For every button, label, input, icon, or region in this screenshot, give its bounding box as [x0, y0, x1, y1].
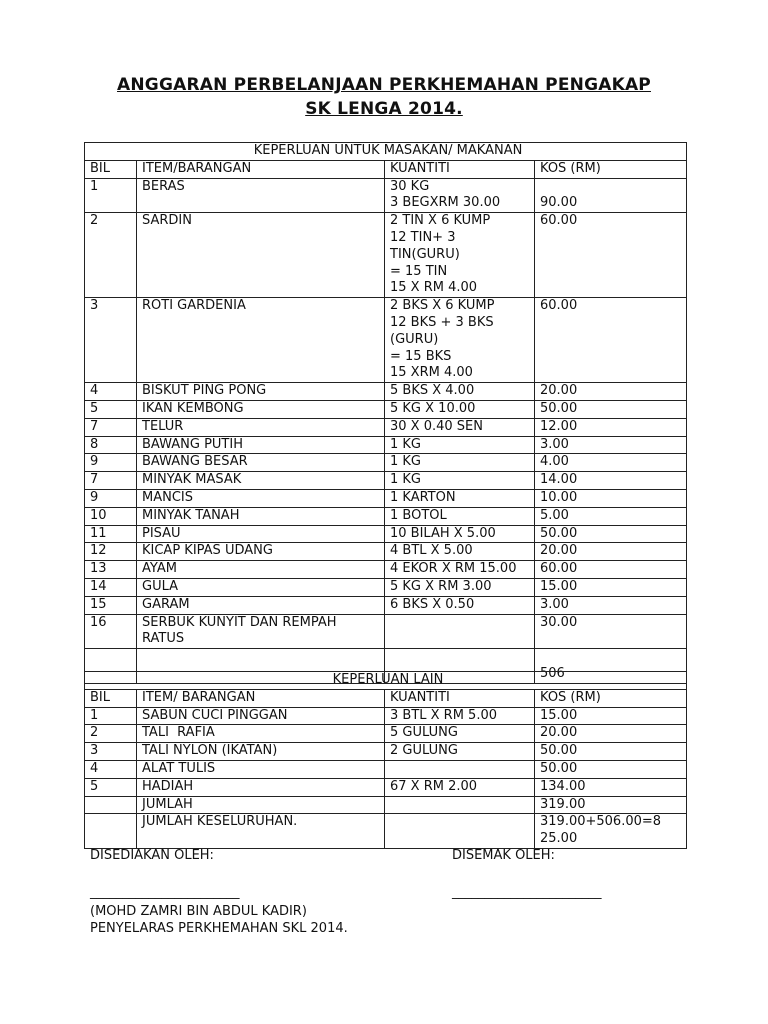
bil-cell	[85, 436, 137, 454]
table-row	[85, 614, 687, 649]
cell-text: 3	[90, 298, 99, 314]
table-heading-row	[85, 143, 687, 161]
table-heading-row	[85, 672, 687, 690]
cell-text: 25.00	[540, 831, 578, 847]
cell-text: 3	[90, 743, 99, 759]
cell-text: 12 BKS + 3 BKS	[390, 314, 494, 330]
item-cell	[137, 418, 385, 436]
cell-text: ALAT TULIS	[142, 760, 216, 776]
kuantiti-cell	[385, 298, 535, 383]
cell-text: 14.00	[540, 472, 578, 488]
cell-text: = 15 BKS	[390, 348, 452, 364]
item-cell	[137, 796, 385, 814]
cell-text: 5 KG X RM 3.00	[390, 578, 492, 594]
table-row	[85, 725, 687, 743]
cell-text: 1 KG	[390, 472, 422, 488]
bil-cell	[85, 298, 137, 383]
kos-cell	[535, 596, 687, 614]
cell-text: GULA	[142, 578, 179, 594]
cell-text: 4 EKOR X RM 15.00	[390, 561, 517, 577]
column-header: KOS (RM)	[535, 689, 687, 707]
table-row	[85, 778, 687, 796]
cell-text: 4	[90, 383, 99, 399]
table-row	[85, 400, 687, 418]
kuantiti-cell	[385, 418, 535, 436]
cell-text: 67 X RM 2.00	[390, 778, 478, 794]
bil-cell	[85, 383, 137, 401]
prepared-by-label: DISEDIAKAN OLEH:	[90, 848, 214, 863]
item-cell	[137, 614, 385, 649]
cell-text: JUMLAH	[142, 796, 193, 812]
column-header: ITEM/ BARANGAN	[137, 689, 385, 707]
item-cell	[137, 543, 385, 561]
cell-text: 12 TIN+ 3	[390, 229, 456, 245]
document-title-line2: SK LENGA 2014.	[305, 99, 463, 119]
kuantiti-cell	[385, 507, 535, 525]
cell-text: 12.00	[540, 418, 578, 434]
cell-text: 15	[90, 596, 107, 612]
item-cell	[137, 400, 385, 418]
table-row	[85, 543, 687, 561]
kuantiti-cell	[385, 596, 535, 614]
cell-text: 4 BTL X 5.00	[390, 543, 473, 559]
cell-text: 7	[90, 472, 99, 488]
kuantiti-cell	[385, 778, 535, 796]
cell-text: 1 BOTOL	[390, 507, 447, 523]
cell-text: AYAM	[142, 561, 177, 577]
cell-text: JUMLAH KESELURUHAN.	[142, 814, 298, 830]
kos-cell	[535, 298, 687, 383]
table-row	[85, 760, 687, 778]
cell-text	[390, 797, 534, 814]
table-row	[85, 578, 687, 596]
kuantiti-cell	[385, 725, 535, 743]
item-cell	[137, 298, 385, 383]
cell-text: 16	[90, 614, 107, 630]
document-title-line1: ANGGARAN PERBELANJAAN PERKHEMAHAN PENGAKAP	[117, 75, 651, 95]
bil-cell	[85, 178, 137, 213]
item-cell	[137, 561, 385, 579]
cell-text: 60.00	[540, 298, 578, 314]
cell-text: 13	[90, 561, 107, 577]
cell-text: 1 KG	[390, 454, 422, 470]
cell-text: 8	[90, 436, 99, 452]
cell-text: BAWANG BESAR	[142, 454, 248, 470]
item-cell	[137, 489, 385, 507]
table-row	[85, 707, 687, 725]
column-header-row	[85, 160, 687, 178]
table-row	[85, 213, 687, 298]
bil-cell	[85, 525, 137, 543]
item-cell	[137, 814, 385, 849]
item-cell	[137, 436, 385, 454]
cell-text: 20.00	[540, 383, 578, 399]
table-row	[85, 814, 687, 849]
kuantiti-cell	[385, 578, 535, 596]
table-row	[85, 418, 687, 436]
cell-text: 3 BTL X RM 5.00	[390, 707, 498, 723]
cell-text: MINYAK TANAH	[142, 507, 240, 523]
cell-text: 1 KG	[390, 436, 422, 452]
bil-cell	[85, 796, 137, 814]
cell-text: 2	[90, 725, 99, 741]
cell-text: MANCIS	[142, 489, 193, 505]
item-cell	[137, 454, 385, 472]
cell-text: 20.00	[540, 543, 578, 559]
cell-text: 15.00	[540, 707, 578, 723]
cell-text: 5 GULUNG	[390, 725, 458, 741]
table-row	[85, 743, 687, 761]
bil-cell	[85, 213, 137, 298]
cell-text	[390, 814, 534, 831]
kos-cell	[535, 525, 687, 543]
cell-text	[390, 761, 534, 778]
cell-text: 50.00	[540, 400, 578, 416]
cell-text: 1	[90, 707, 99, 723]
cell-text: 11	[90, 525, 107, 541]
kos-cell	[535, 725, 687, 743]
kuantiti-cell	[385, 614, 535, 649]
cell-text	[390, 615, 534, 632]
cell-text: 10 BILAH X 5.00	[390, 525, 496, 541]
column-header: KUANTITI	[385, 689, 535, 707]
kos-cell	[535, 507, 687, 525]
cell-text: 9	[90, 489, 99, 505]
bil-cell	[85, 400, 137, 418]
cell-text: PISAU	[142, 525, 181, 541]
cell-text: 2 TIN X 6 KUMP	[390, 213, 491, 229]
cell-text: 1	[90, 178, 99, 194]
cell-text: 30 KG	[390, 178, 430, 194]
kuantiti-cell	[385, 707, 535, 725]
cell-text: 4.00	[540, 454, 569, 470]
kos-cell	[535, 383, 687, 401]
cell-text: BAWANG PUTIH	[142, 436, 243, 452]
cell-text: 1 KARTON	[390, 489, 456, 505]
cell-text: SERBUK KUNYIT DAN REMPAH	[142, 614, 337, 630]
table-row	[85, 596, 687, 614]
bil-cell	[85, 614, 137, 649]
cell-text: 90.00	[540, 195, 578, 211]
column-header: BIL	[85, 689, 137, 707]
bil-cell	[85, 760, 137, 778]
bil-cell	[85, 489, 137, 507]
cell-text: GARAM	[142, 596, 190, 612]
bil-cell	[85, 507, 137, 525]
column-header: BIL	[85, 160, 137, 178]
kuantiti-cell	[385, 436, 535, 454]
cell-text: 20.00	[540, 725, 578, 741]
bil-cell	[85, 707, 137, 725]
table-row	[85, 489, 687, 507]
kos-cell	[535, 436, 687, 454]
cell-text: 15 XRM 4.00	[390, 365, 473, 381]
item-cell	[137, 578, 385, 596]
bil-cell	[85, 725, 137, 743]
bil-cell	[85, 418, 137, 436]
cell-text: 60.00	[540, 213, 578, 229]
table-row	[85, 454, 687, 472]
table-heading: KEPERLUAN LAIN	[85, 672, 687, 690]
kuantiti-cell	[385, 454, 535, 472]
item-cell	[137, 725, 385, 743]
table-row	[85, 298, 687, 383]
kuantiti-cell	[385, 400, 535, 418]
table-heading: KEPERLUAN UNTUK MASAKAN/ MAKANAN	[85, 143, 687, 161]
kos-cell	[535, 454, 687, 472]
column-header-row	[85, 689, 687, 707]
table-row	[85, 507, 687, 525]
bil-cell	[85, 596, 137, 614]
cell-text: 50.00	[540, 743, 578, 759]
column-header: KOS (RM)	[535, 160, 687, 178]
kos-cell	[535, 418, 687, 436]
kuantiti-cell	[385, 178, 535, 213]
kuantiti-cell	[385, 760, 535, 778]
cell-text: 6 BKS X 0.50	[390, 596, 475, 612]
column-header: KUANTITI	[385, 160, 535, 178]
kos-cell	[535, 472, 687, 490]
cell-text: 15 X RM 4.00	[390, 280, 478, 296]
kos-cell	[535, 814, 687, 849]
table-row	[85, 383, 687, 401]
kuantiti-cell	[385, 743, 535, 761]
bil-cell	[85, 472, 137, 490]
cell-text: 3 BEGXRM 30.00	[390, 195, 501, 211]
item-cell	[137, 778, 385, 796]
preparer-name: (MOHD ZAMRI BIN ABDUL KADIR)	[90, 904, 307, 919]
cell-text: 134.00	[540, 778, 586, 794]
kos-cell	[535, 778, 687, 796]
cell-text: SARDIN	[142, 213, 192, 229]
cell-text: TALI NYLON (IKATAN)	[142, 743, 278, 759]
bil-cell	[85, 578, 137, 596]
cell-text: BERAS	[142, 178, 185, 194]
cell-text: RATUS	[142, 631, 185, 647]
kuantiti-cell	[385, 213, 535, 298]
cell-text: 506	[540, 665, 565, 681]
table-row	[85, 796, 687, 814]
cell-text: 12	[90, 543, 107, 559]
kos-cell	[535, 796, 687, 814]
cell-text: 14	[90, 578, 107, 594]
bil-cell	[85, 814, 137, 849]
table-row	[85, 472, 687, 490]
kos-cell	[535, 543, 687, 561]
item-cell	[137, 525, 385, 543]
cell-text: SABUN CUCI PINGGAN	[142, 707, 288, 723]
kuantiti-cell	[385, 561, 535, 579]
cell-text: 9	[90, 454, 99, 470]
cell-text: 50.00	[540, 760, 578, 776]
cell-text: 60.00	[540, 561, 578, 577]
cell-text: 5 KG X 10.00	[390, 400, 476, 416]
kuantiti-cell	[385, 472, 535, 490]
cell-text: 2 GULUNG	[390, 743, 458, 759]
cell-text: (GURU)	[390, 331, 439, 347]
item-cell	[137, 743, 385, 761]
cell-text: = 15 TIN	[390, 263, 448, 279]
cell-text: 10	[90, 507, 107, 523]
item-cell	[137, 383, 385, 401]
cell-text: 50.00	[540, 525, 578, 541]
preparer-position: PENYELARAS PERKHEMAHAN SKL 2014.	[90, 921, 348, 936]
cell-text: 5 BKS X 4.00	[390, 383, 475, 399]
cell-text	[142, 649, 384, 666]
kos-cell	[535, 178, 687, 213]
cell-text: 3.00	[540, 436, 569, 452]
cell-text: MINYAK MASAK	[142, 472, 242, 488]
cell-text: 30.00	[540, 614, 578, 630]
cell-text: 5	[90, 400, 99, 416]
cell-text: KICAP KIPAS UDANG	[142, 543, 273, 559]
item-cell	[137, 178, 385, 213]
cell-text: IKAN KEMBONG	[142, 400, 244, 416]
cell-text: 2	[90, 213, 99, 229]
item-cell	[137, 760, 385, 778]
cell-text: 15.00	[540, 578, 578, 594]
kos-cell	[535, 213, 687, 298]
checked-by-label: DISEMAK OLEH:	[452, 848, 555, 863]
cell-text	[540, 649, 686, 666]
cell-text: 5.00	[540, 507, 569, 523]
cell-text: BISKUT PING PONG	[142, 383, 267, 399]
cell-text: 7	[90, 418, 99, 434]
bil-cell	[85, 561, 137, 579]
table-row	[85, 525, 687, 543]
kos-cell	[535, 743, 687, 761]
bil-cell	[85, 778, 137, 796]
cell-text: TELUR	[142, 418, 184, 434]
cell-text: 30 X 0.40 SEN	[390, 418, 483, 434]
kuantiti-cell	[385, 814, 535, 849]
cell-text	[90, 814, 136, 831]
item-cell	[137, 707, 385, 725]
cell-text: TALI RAFIA	[142, 725, 215, 741]
kuantiti-cell	[385, 489, 535, 507]
table-row	[85, 561, 687, 579]
signature-line-left: _______________________	[90, 885, 240, 900]
item-cell	[137, 596, 385, 614]
kos-cell	[535, 614, 687, 649]
cell-text: 3.00	[540, 596, 569, 612]
cell-text: ROTI GARDENIA	[142, 298, 246, 314]
item-cell	[137, 472, 385, 490]
kuantiti-cell	[385, 525, 535, 543]
table-row	[85, 178, 687, 213]
kuantiti-cell	[385, 543, 535, 561]
item-cell	[137, 213, 385, 298]
bil-cell	[85, 454, 137, 472]
kos-cell	[535, 760, 687, 778]
cell-text	[90, 797, 136, 814]
cell-text: 10.00	[540, 489, 578, 505]
kos-cell	[535, 578, 687, 596]
cell-text: 319.00	[540, 796, 586, 812]
cell-text	[90, 649, 136, 666]
table-food-needs	[84, 142, 687, 684]
column-header: ITEM/BARANGAN	[137, 160, 385, 178]
bil-cell	[85, 543, 137, 561]
kuantiti-cell	[385, 796, 535, 814]
kos-cell	[535, 489, 687, 507]
kuantiti-cell	[385, 383, 535, 401]
table-other-needs	[84, 671, 687, 849]
kos-cell	[535, 400, 687, 418]
bil-cell	[85, 743, 137, 761]
cell-text: TIN(GURU)	[390, 246, 460, 262]
item-cell	[137, 507, 385, 525]
table-row	[85, 436, 687, 454]
kos-cell	[535, 707, 687, 725]
cell-text: HADIAH	[142, 778, 194, 794]
cell-text	[540, 179, 686, 196]
cell-text: 2 BKS X 6 KUMP	[390, 298, 495, 314]
cell-text: 5	[90, 778, 99, 794]
signature-line-right: _______________________	[452, 885, 602, 900]
cell-text	[390, 649, 534, 666]
cell-text: 319.00+506.00=8	[540, 814, 662, 830]
cell-text: 4	[90, 760, 99, 776]
kos-cell	[535, 561, 687, 579]
